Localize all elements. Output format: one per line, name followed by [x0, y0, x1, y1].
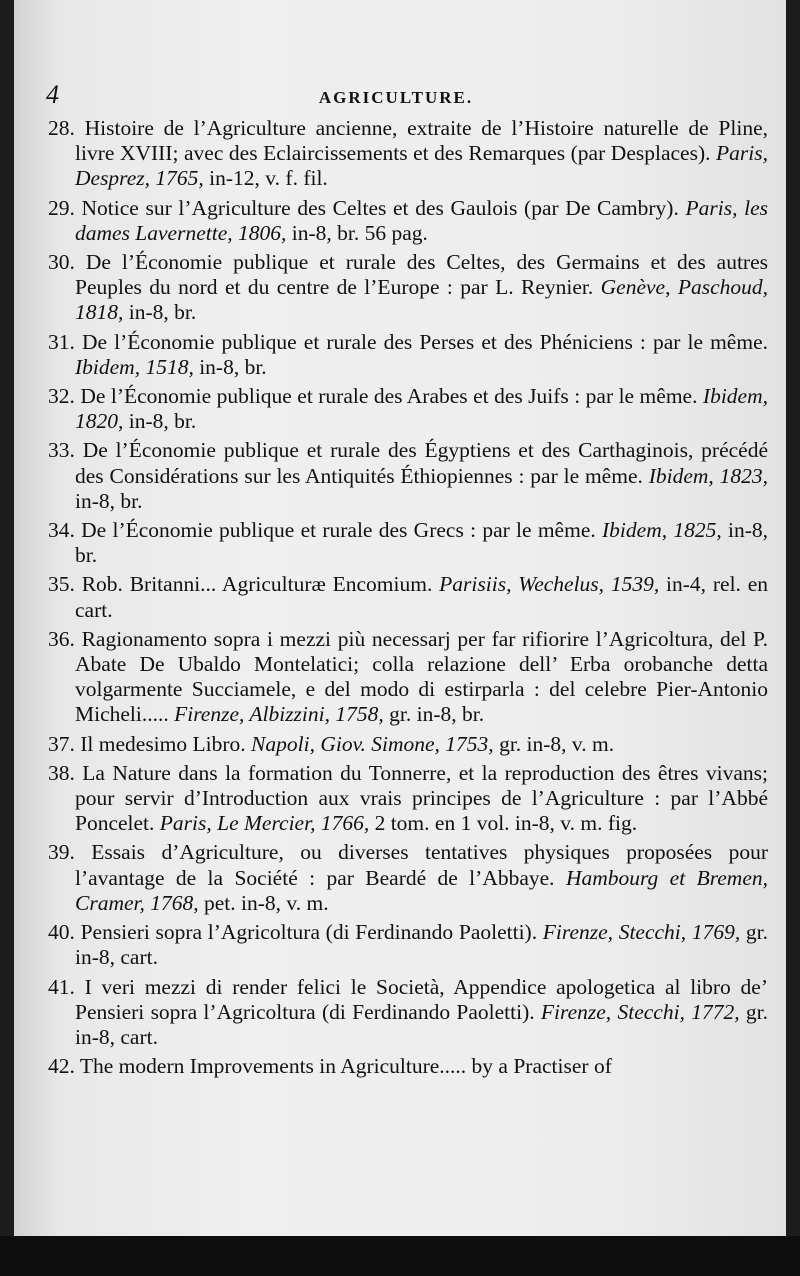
entry-number: 42.: [48, 1054, 75, 1079]
catalogue-entry-29: [48, 196, 768, 246]
entry-imprint: Firenze, Albizzini, 1758,: [174, 702, 384, 727]
entry-description: De l’Économie publique et rurale des Égyptiens et des Carthaginois, précédé des Considérations sur les Antiquités Éthiopiennes : par le même.: [75, 438, 769, 488]
entry-imprint: Firenze, Stecchi, 1772,: [540, 999, 740, 1024]
page-number: 4: [46, 80, 59, 109]
catalogue-entry-41: [48, 975, 768, 1051]
catalogue-entry-32: [48, 384, 768, 434]
entry-format: gr. in-8, br.: [389, 702, 485, 727]
entry-number: 28.: [48, 116, 75, 140]
entry-number: 39.: [48, 840, 75, 865]
entry-number: 41.: [48, 974, 75, 999]
entry-imprint: Parisiis, Wechelus, 1539,: [439, 572, 660, 597]
entry-number: 34.: [48, 518, 75, 543]
entry-number: 30.: [48, 250, 75, 275]
entry-imprint: Hambourg et Bremen, Cramer, 1768,: [75, 865, 769, 915]
catalogue-entry-42: [48, 1054, 768, 1079]
entry-description: Essais d’Agriculture, ou diverses tentatives physiques proposées pour l’avantage de la Société : par Beardé de l’Abbaye.: [75, 840, 768, 890]
entry-description: I veri mezzi di render felici le Società, Appendice apologetica al libro de’ Pensieri sopra l’Agricoltura (di Ferdinando Paoletti).: [75, 974, 768, 1024]
entry-description: De l’Économie publique et rurale des Arabes et des Juifs : par le même.: [80, 384, 698, 409]
entry-imprint: Ibidem, 1823,: [648, 463, 769, 488]
entry-imprint: Paris, les dames Lavernette, 1806,: [75, 195, 769, 245]
catalogue-entries: [48, 116, 768, 1083]
running-title: AGRICULTURE.: [318, 88, 474, 107]
entry-imprint: Firenze, Stecchi, 1769,: [542, 920, 741, 945]
catalogue-entry-28: [48, 116, 768, 192]
entry-number: 40.: [48, 920, 75, 945]
entry-description: The modern Improvements in Agriculture..... by a Practiser of: [79, 1054, 612, 1079]
entry-format: gr. in-8, v. m.: [499, 731, 615, 756]
entry-format: gr. in-8, cart.: [75, 920, 769, 970]
entry-format: in-4, rel. en cart.: [75, 572, 769, 622]
entry-number: 35.: [48, 572, 75, 597]
entry-imprint: Ibidem, 1825,: [602, 518, 722, 543]
catalogue-entry-31: [48, 330, 768, 380]
entry-description: Pensieri sopra l’Agricoltura (di Ferdinando Paoletti).: [80, 920, 538, 945]
entry-imprint: Napoli, Giov. Simone, 1753,: [251, 731, 494, 756]
entry-imprint: Paris, Desprez, 1765,: [75, 141, 768, 191]
entry-number: 29.: [48, 195, 75, 220]
entry-description: De l’Économie publique et rurale des Perses et des Phéniciens : par le même.: [81, 329, 768, 354]
entry-imprint: Ibidem, 1820,: [75, 384, 768, 434]
entry-imprint: Genève, Paschoud, 1818,: [75, 275, 768, 325]
entry-format: in-8, br.: [75, 488, 143, 513]
catalogue-entry-34: [48, 518, 768, 568]
catalogue-entry-40: [48, 920, 768, 970]
entry-description: Notice sur l’Agriculture des Celtes et des Gaulois (par De Cambry).: [81, 195, 679, 220]
entry-imprint: Paris, Le Mercier, 1766,: [159, 811, 370, 836]
entry-number: 37.: [48, 731, 75, 756]
catalogue-entry-35: [48, 572, 768, 622]
entry-number: 38.: [48, 760, 75, 785]
catalogue-entry-38: [48, 761, 768, 837]
catalogue-entry-36: [48, 627, 768, 728]
entry-format: in-8, br. 56 pag.: [291, 220, 428, 245]
entry-format: in-8, br.: [128, 409, 197, 434]
entry-number: 33.: [48, 438, 75, 463]
entry-description: De l’Économie publique et rurale des Grecs : par le même.: [81, 518, 596, 543]
catalogue-entry-39: [48, 840, 768, 916]
entry-number: 36.: [48, 626, 75, 651]
entry-format: in-8, br.: [199, 354, 267, 379]
book-page: [14, 0, 786, 1240]
catalogue-entry-37: [48, 732, 768, 757]
catalogue-entry-30: [48, 250, 768, 326]
entry-description: De l’Économie publique et rurale des Celtes, des Germains et des autres Peuples du nord et du centre de l’Europe : par L. Reynier.: [75, 250, 768, 300]
entry-number: 32.: [48, 384, 75, 409]
page-header: [46, 80, 746, 114]
entry-number: 31.: [48, 329, 75, 354]
scan-border: [0, 1236, 800, 1276]
entry-description: Histoire de l’Agriculture ancienne, extraite de l’Histoire naturelle de Pline, livre XVIII; avec des Eclaircissements et des Remarques (par Desplaces).: [75, 116, 768, 166]
entry-format: in-8, br.: [128, 300, 197, 325]
entry-format: pet. in-8, v. m.: [204, 890, 329, 915]
entry-description: La Nature dans la formation du Tonnerre, et la reproduction des êtres vivans; pour servir d’Introduction aux vrais principes de l’Agriculture : par l’Abbé Poncelet.: [75, 760, 769, 836]
entry-description: Il medesimo Libro.: [80, 731, 246, 756]
entry-format: gr. in-8, cart.: [75, 999, 769, 1049]
entry-imprint: Ibidem, 1518,: [75, 354, 194, 379]
entry-format: in-12, v. f. fil.: [209, 166, 328, 191]
entry-format: 2 tom. en 1 vol. in-8, v. m. fig.: [374, 811, 638, 836]
entry-description: Rob. Britanni... Agriculturæ Encomium.: [81, 572, 433, 597]
entry-format: in-8, br.: [75, 518, 769, 568]
entry-description: Ragionamento sopra i mezzi più necessarj per far rifiorire l’Agricoltura, del P. Abate De Ubaldo Montelatici; colla relazione dell’ Erba orobanche detta volgarmente Succiamele, e del modo di estirparla : del celebre Pier-Antonio Micheli.....: [75, 626, 768, 727]
catalogue-entry-33: [48, 438, 768, 514]
